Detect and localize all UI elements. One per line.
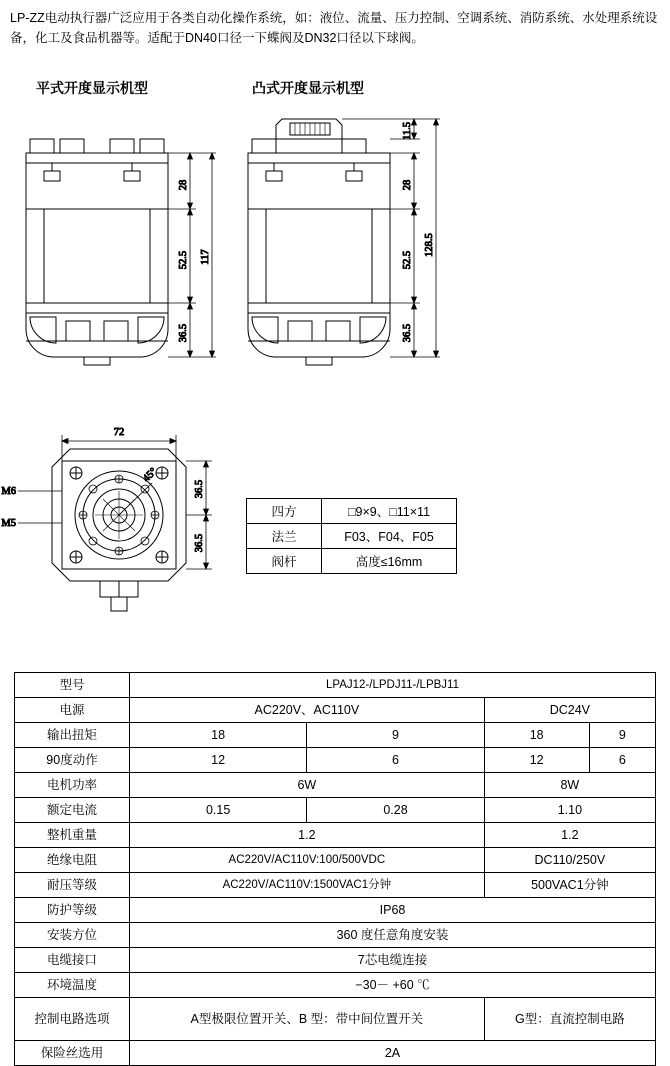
- spec-row-label: 防护等级: [15, 898, 130, 923]
- table-row: [15, 723, 656, 748]
- spec-cell: 2A: [130, 1041, 656, 1066]
- spec-cell: LPAJ12-/LPDJ11-/LPBJ11: [130, 673, 656, 698]
- table-row: [15, 898, 656, 923]
- spec-cell: 500VAC1分钟: [484, 873, 655, 898]
- param-key: 法兰: [247, 524, 322, 549]
- spec-cell: AC220V/AC110V:1500VAC1分钟: [130, 873, 485, 898]
- spec-cell: 12: [484, 748, 589, 773]
- spec-cell: G型：直流控制电路: [484, 998, 655, 1041]
- table-row: [15, 998, 656, 1041]
- table-row: [247, 499, 457, 524]
- spec-row-label: 环境温度: [15, 973, 130, 998]
- flat-model-drawing: [26, 139, 216, 365]
- table-row: [15, 673, 656, 698]
- spec-row-label: 电缆接口: [15, 948, 130, 973]
- dim-flat-36-5: 36.5: [178, 323, 189, 343]
- table-row: [15, 748, 656, 773]
- dim-flat-28: 28: [178, 179, 189, 191]
- dim-raised-36-5: 36.5: [402, 323, 413, 343]
- param-key: 阀杆: [247, 549, 322, 574]
- spec-row-label: 保险丝选用: [15, 1041, 130, 1066]
- spec-cell: 6W: [130, 773, 485, 798]
- table-row: [15, 1041, 656, 1066]
- dim-raised-11-5: 11.5: [402, 122, 413, 140]
- spec-row-label: 整机重量: [15, 823, 130, 848]
- dim-flat-52-5: 52.5: [178, 250, 189, 270]
- spec-row-label: 电源: [15, 698, 130, 723]
- spec-cell: 8W: [484, 773, 655, 798]
- spec-row-label: 控制电路选项: [15, 998, 130, 1041]
- table-row: [15, 848, 656, 873]
- dim-base-h1: 36.5: [194, 479, 205, 499]
- table-row: [15, 773, 656, 798]
- spec-row-label: 电机功率: [15, 773, 130, 798]
- spec-cell: 1.2: [130, 823, 485, 848]
- intro-paragraph: LP-ZZ电动执行器广泛应用于各类自动化操作系统，如：液位、流量、压力控制、空调系统、消防系统、水处理系统设备，化工及食品机器等。适配于DN40口径一下蝶阀及DN32口径以下球阀。: [10, 11, 658, 45]
- table-row: [15, 973, 656, 998]
- param-value: □9×9、□11×11: [322, 499, 457, 524]
- spec-cell: 6: [589, 748, 655, 773]
- dim-base-h2: 36.5: [194, 533, 205, 553]
- spec-cell: DC24V: [484, 698, 655, 723]
- spec-cell: 18: [130, 723, 307, 748]
- spec-row-label: 安装方位: [15, 923, 130, 948]
- dim-raised-52-5: 52.5: [402, 250, 413, 270]
- label-m6: M6: [1, 486, 16, 497]
- label-m5: M5: [1, 518, 16, 529]
- dim-raised-28: 28: [402, 179, 413, 191]
- spec-row-label: 绝缘电阻: [15, 848, 130, 873]
- dim-flat-total: 117: [200, 249, 211, 265]
- spec-cell: IP68: [130, 898, 656, 923]
- spec-row-label: 耐压等级: [15, 873, 130, 898]
- param-value: F03、F04、F05: [322, 524, 457, 549]
- raised-model-drawing: [248, 119, 440, 365]
- table-row: [15, 823, 656, 848]
- param-table: [246, 498, 457, 574]
- spec-row-label: 输出扭矩: [15, 723, 130, 748]
- spec-row-label: 额定电流: [15, 798, 130, 823]
- top-view-drawing: [1, 427, 212, 611]
- spec-cell: 360 度任意角度安装: [130, 923, 656, 948]
- table-row: [15, 873, 656, 898]
- spec-cell: 0.28: [307, 798, 484, 823]
- table-row: [15, 923, 656, 948]
- spec-row-label: 型号: [15, 673, 130, 698]
- spec-cell: DC110/250V: [484, 848, 655, 873]
- dim-base-width: 72: [113, 427, 125, 438]
- table-row: [247, 549, 457, 574]
- spec-cell: −30－ +60 ℃: [130, 973, 656, 998]
- table-row: [15, 948, 656, 973]
- spec-cell: 9: [307, 723, 484, 748]
- spec-cell: 1.2: [484, 823, 655, 848]
- param-key: 四方: [247, 499, 322, 524]
- spec-row-label: 90度动作: [15, 748, 130, 773]
- spec-cell: AC220V/AC110V:100/500VDC: [130, 848, 485, 873]
- dim-raised-total: 128.5: [424, 233, 435, 257]
- table-row: [15, 798, 656, 823]
- label-angle: 45°: [141, 466, 160, 485]
- heading-raised-model: 凸式开度显示机型: [252, 80, 364, 96]
- spec-cell: 7芯电缆连接: [130, 948, 656, 973]
- spec-cell: 1.10: [484, 798, 655, 823]
- param-value: 高度≤16mm: [322, 549, 457, 574]
- spec-cell: 12: [130, 748, 307, 773]
- spec-cell: 0.15: [130, 798, 307, 823]
- heading-flat-model: 平式开度显示机型: [36, 80, 148, 96]
- spec-cell: 18: [484, 723, 589, 748]
- spec-cell: 9: [589, 723, 655, 748]
- spec-cell: AC220V、AC110V: [130, 698, 485, 723]
- table-row: [15, 698, 656, 723]
- spec-cell: A型极限位置开关、B 型：带中间位置开关: [130, 998, 485, 1041]
- spec-cell: 6: [307, 748, 484, 773]
- spec-table: [14, 672, 656, 1066]
- table-row: [247, 524, 457, 549]
